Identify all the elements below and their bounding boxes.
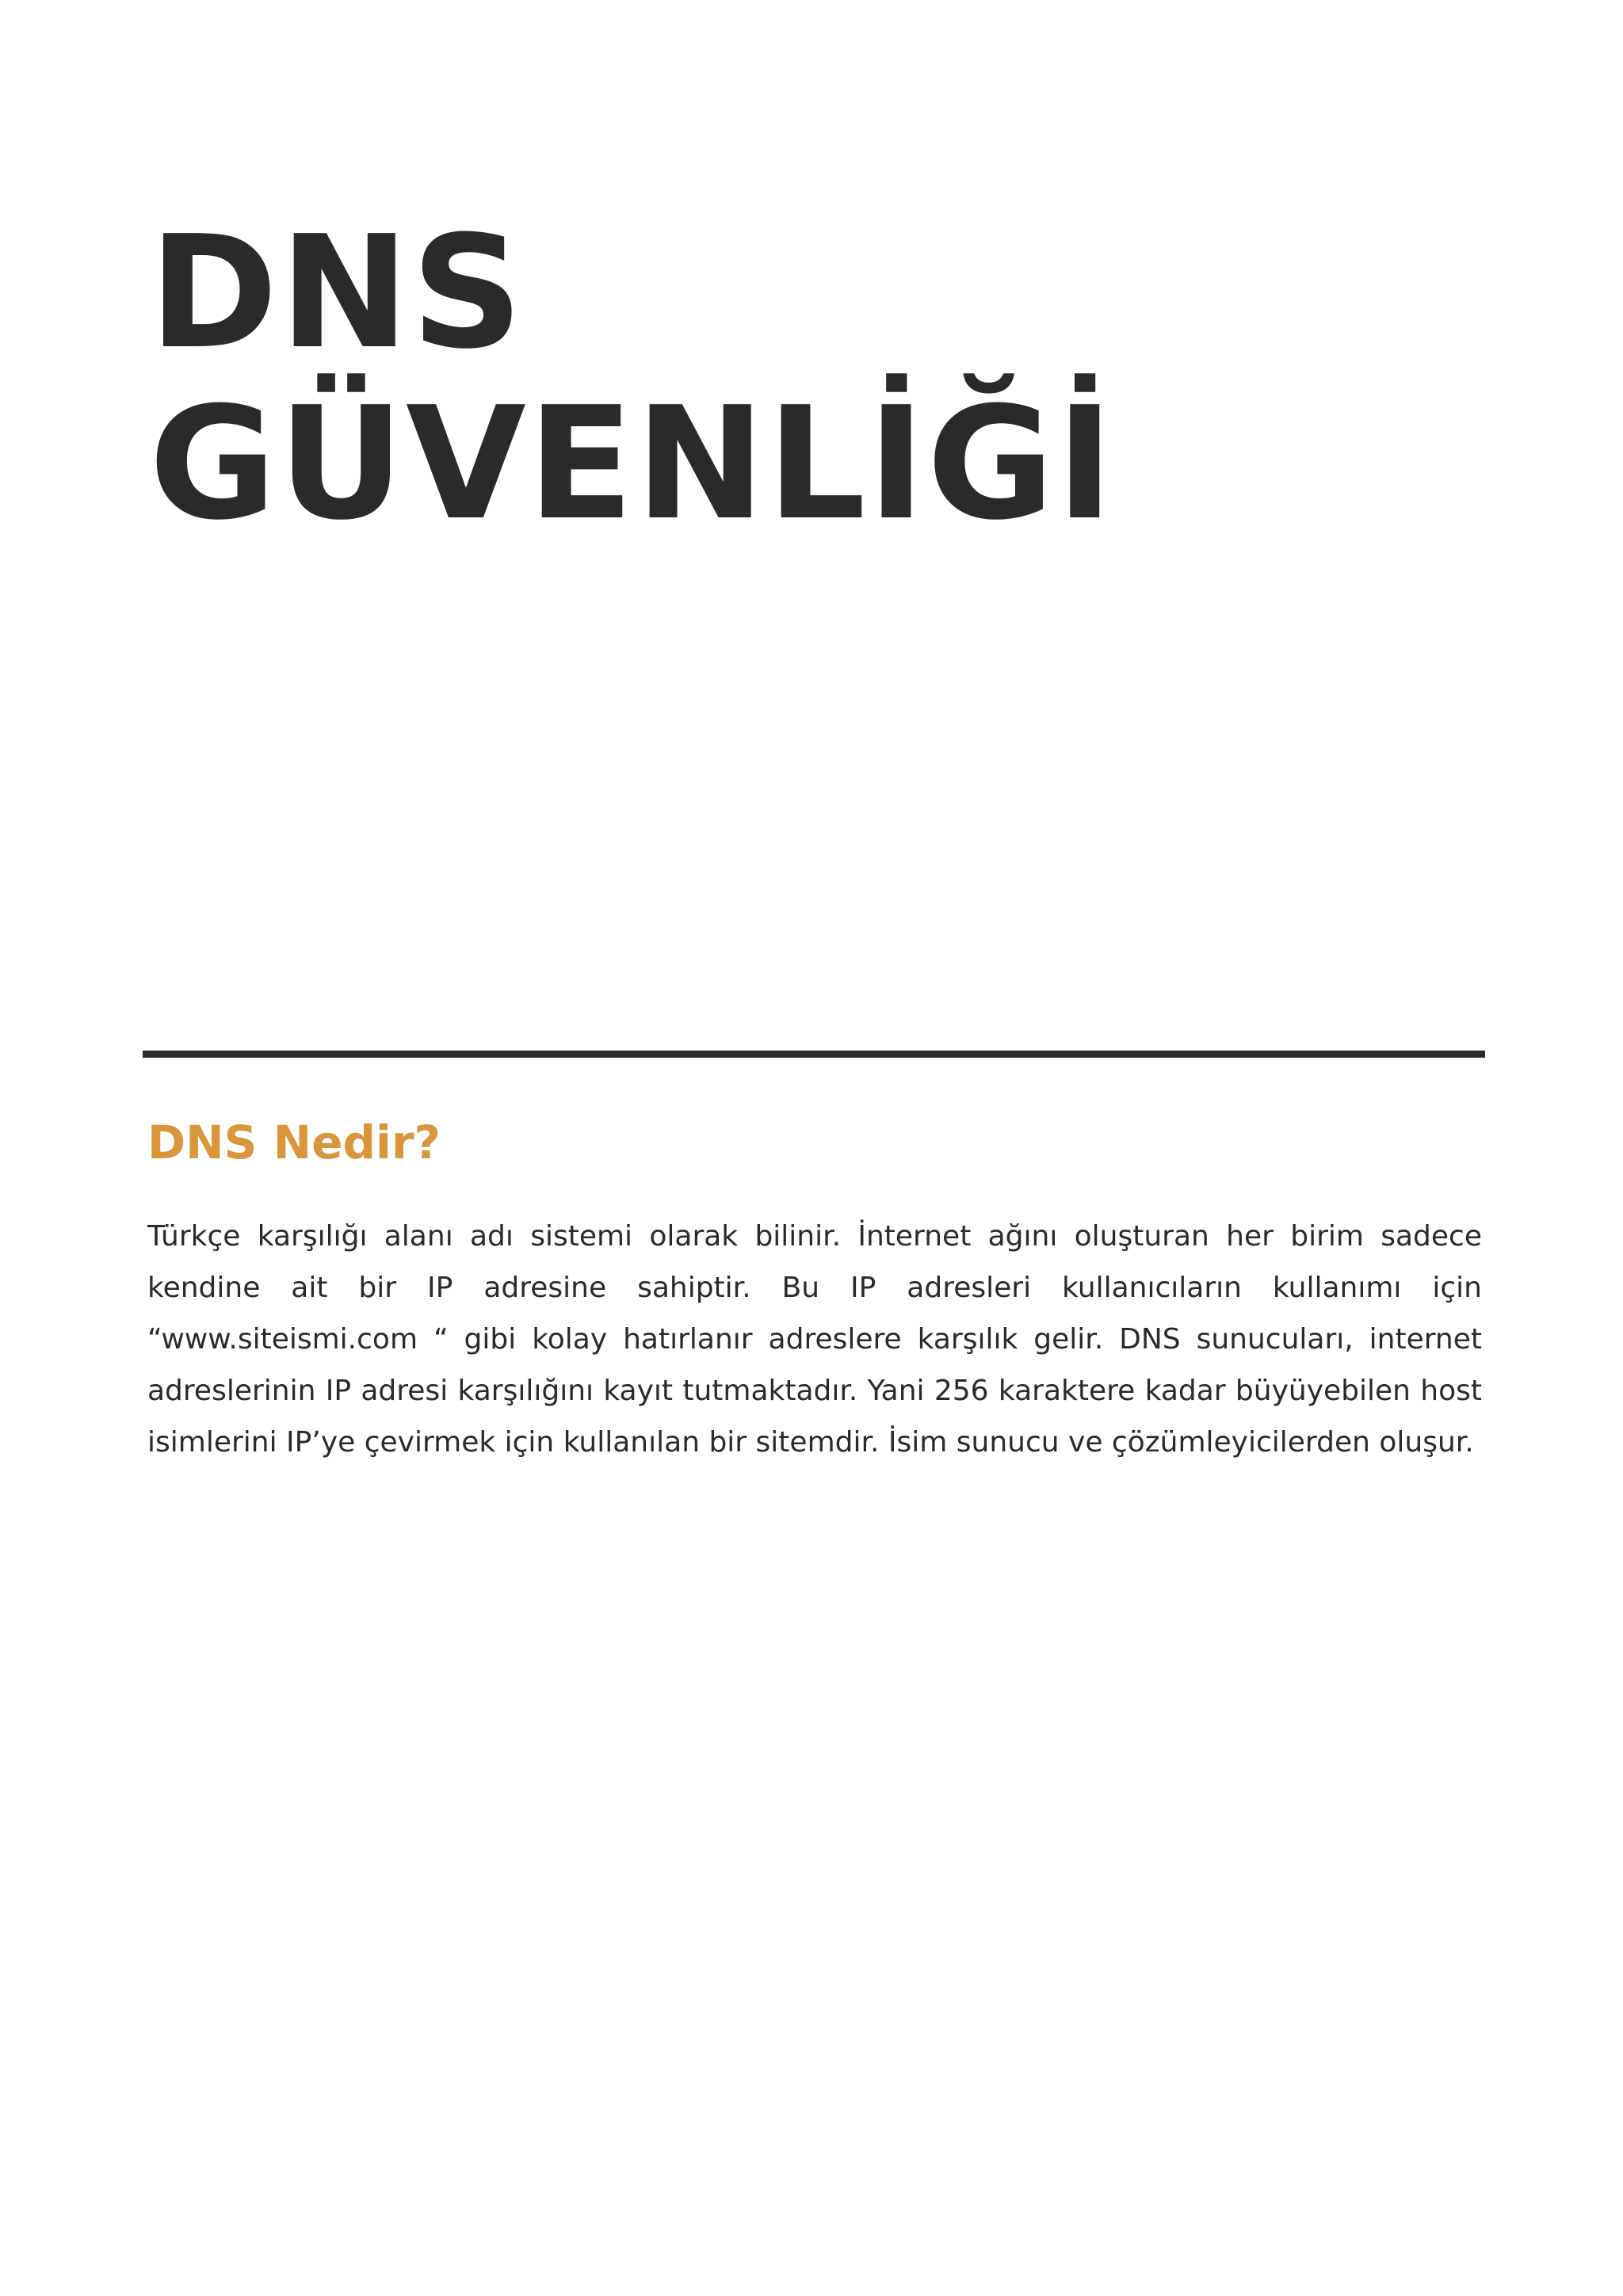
section-paragraph: Türkçe karşılığı alanı adı sistemi olarak bilinir. İnternet ağını oluşturan her birim sadece kendine ait bir IP adresine sahiptir. Bu IP adresleri kullanıcıların kullanımı için “www.siteismi.com “ gibi kolay hatırlanır adreslere karşılık gelir. DNS sunucuları, internet adreslerinin IP adresi karşılığını kayıt tutmaktadır. Yani 256 karaktere kadar büyüyebilen host isimlerini IP’ye çevirmek için kullanılan bir sitemdir. İsim sunucu ve çözümleyicilerden oluşur. bbox=[147, 1220, 1482, 1459]
title-line-2: GÜVENLİĞİ bbox=[149, 374, 1116, 555]
section-heading: DNS Nedir? bbox=[147, 1116, 441, 1169]
title-line-1: DNS bbox=[149, 203, 525, 383]
document-title bbox=[149, 203, 1116, 555]
section-divider bbox=[143, 1051, 1485, 1058]
